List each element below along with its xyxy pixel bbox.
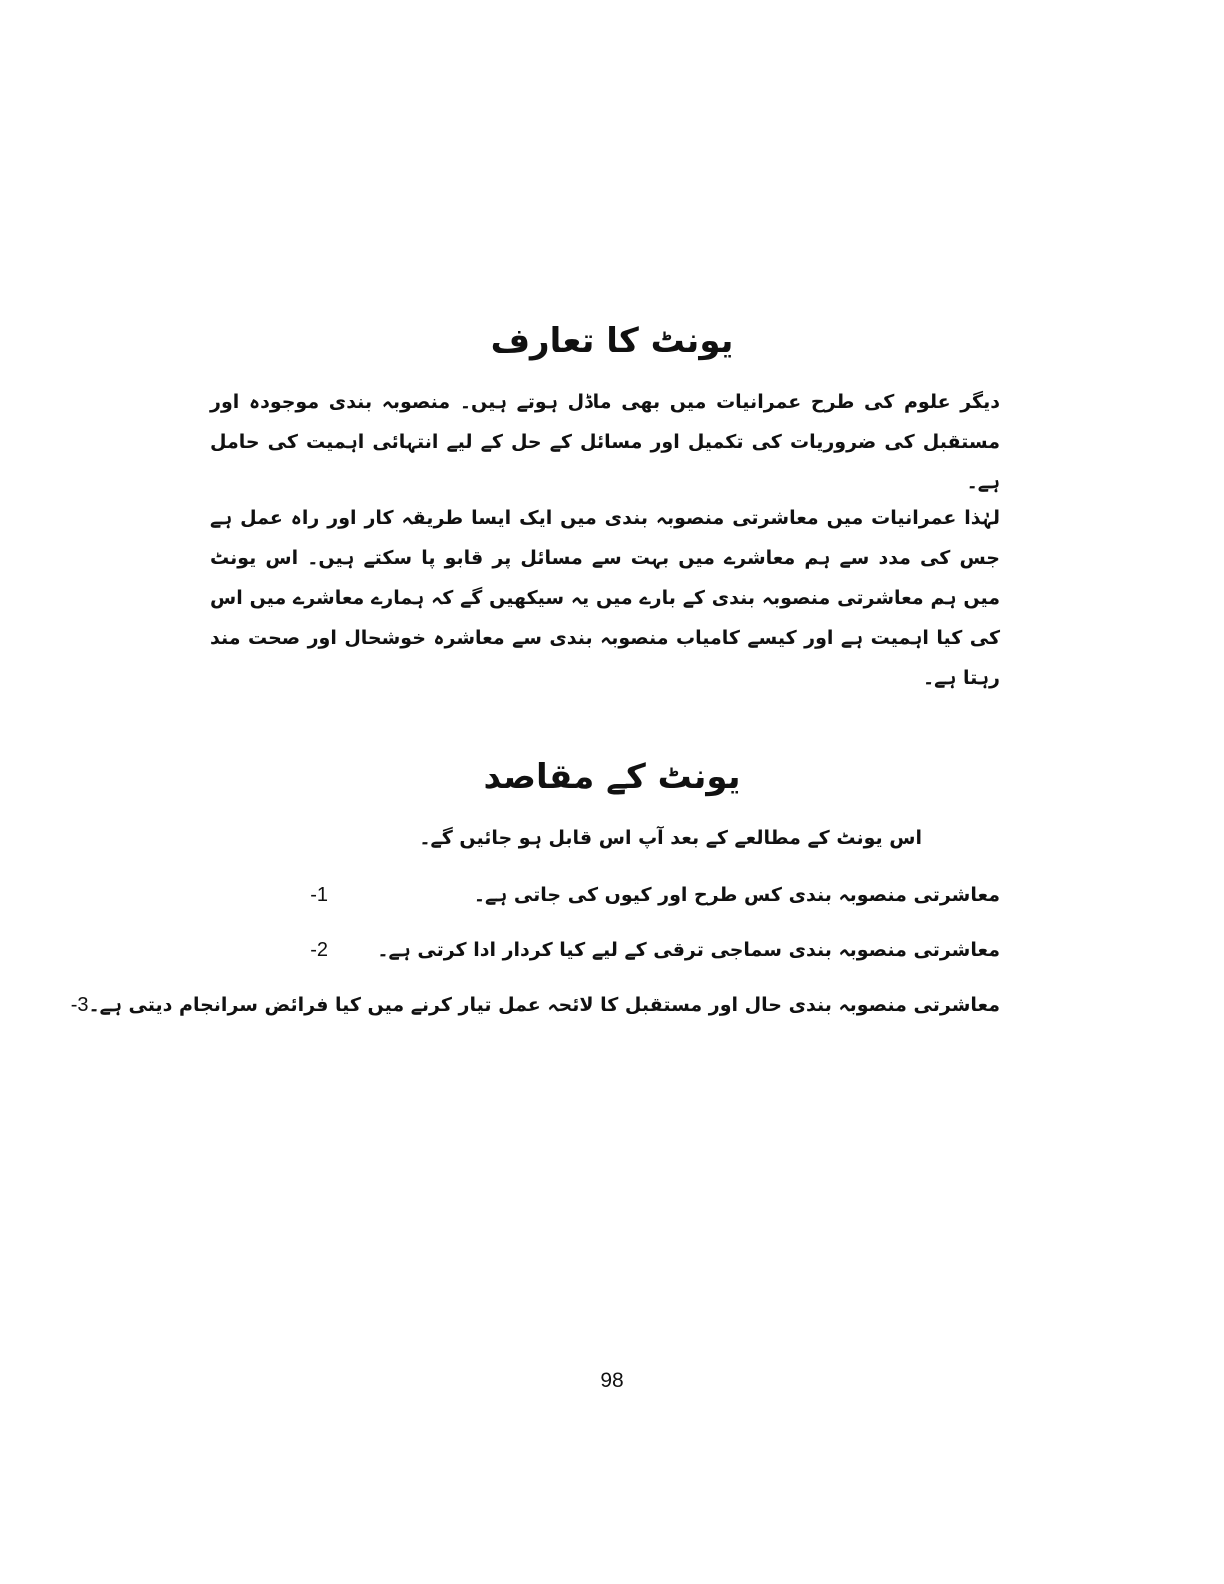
intro-paragraph-2: لہٰذا عمرانیات میں معاشرتی منصوبہ بندی میں ایک ایسا طریقہ کار اور راہ عمل ہے جس کی مدد سے ہم معاشرے میں بہت سے مسائل پر قابو پا سکتے ہیں۔ اس یونٹ میں ہم معاشرتی منصوبہ بندی کے بارے میں یہ سیکھیں گے کہ ہمارے معاشرے میں اس کی کیا اہمیت ہے اور کیسے کامیاب منصوبہ بندی سے معاشرہ خوشحال اور صحت مند رہتا ہے۔ [210,507,1000,689]
objective-item-3 [70,985,1000,1025]
objective-text: معاشرتی منصوبہ بندی کس طرح اور کیوں کی جاتی ہے۔ [473,884,1000,906]
objective-item-1 [250,875,1000,915]
objectives-intro: اس یونٹ کے مطالعے کے بعد آپ اس قابل ہو جائیں گے۔ [419,827,922,849]
intro-paragraph-1: دیگر علوم کی طرح عمرانیات میں بھی ماڈل ہوتے ہیں۔ منصوبہ بندی موجودہ اور مستقبل کی ضروریات کی تکمیل اور مسائل کے حل کے لیے انتہائی اہمیت کی حامل ہے۔ [210,391,1000,493]
page-number: 98 [600,1369,624,1392]
objective-text: معاشرتی منصوبہ بندی حال اور مستقبل کا لائحہ عمل تیار کرنے میں کیا فرائض سرانجام دیتی ہے۔ [88,994,1000,1016]
objective-item-2 [250,930,1000,970]
unit-objectives-heading: یونٹ کے مقاصد [483,757,741,797]
objective-number: -3 [70,993,89,1016]
objective-number: -1 [310,883,328,906]
unit-introduction-heading: یونٹ کا تعارف [490,321,734,361]
objective-text: معاشرتی منصوبہ بندی سماجی ترقی کے لیے کیا کردار ادا کرتی ہے۔ [377,939,1000,961]
objective-number: -2 [310,938,328,961]
